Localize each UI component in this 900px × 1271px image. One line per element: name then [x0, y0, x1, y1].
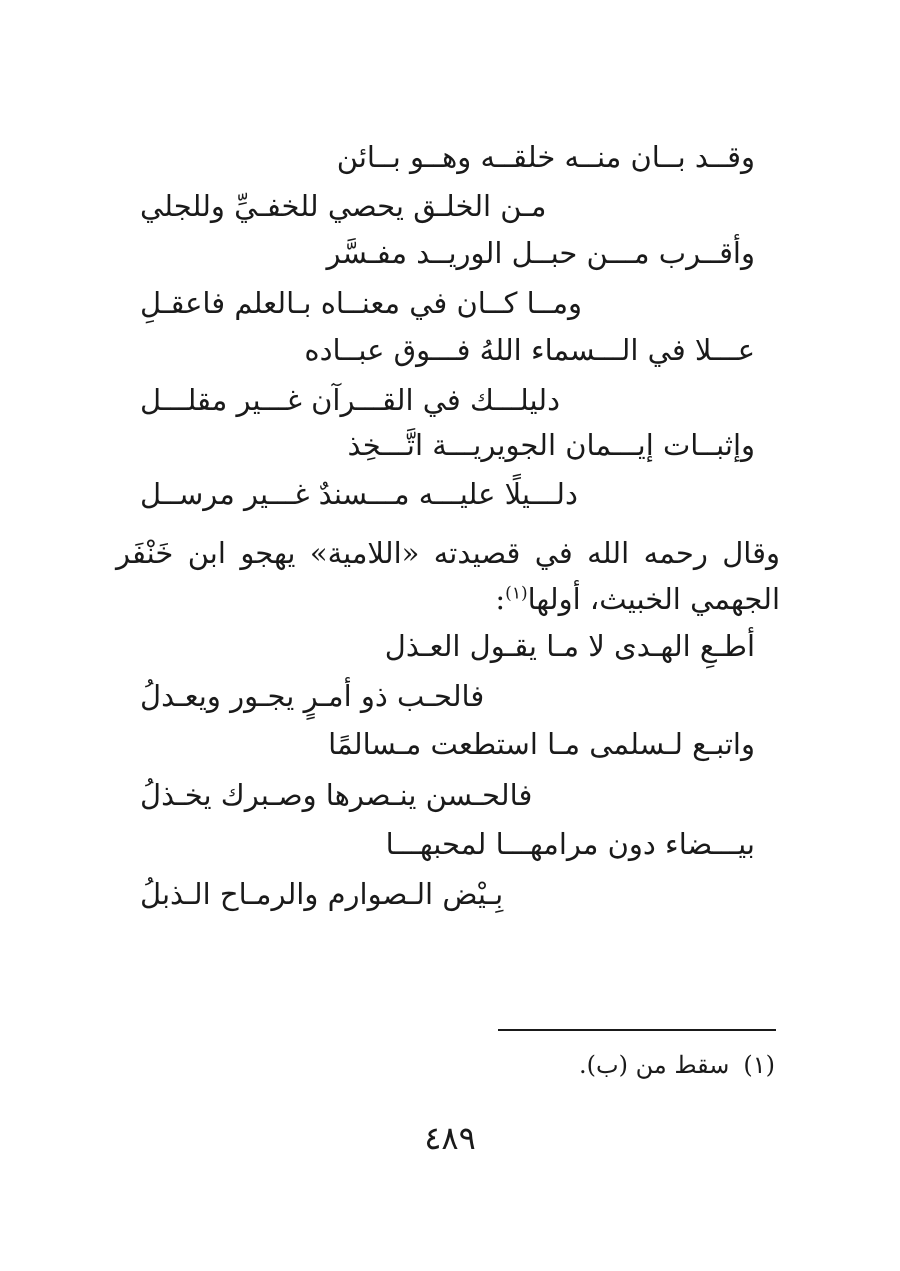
verse-line: بِـيْض الـصوارم والرمـاح الـذبلُ [140, 877, 504, 911]
verse-line: فالحـسن ينـصرها وصـبرك يخـذلُ [140, 778, 533, 812]
verse-line: بيـــضاء دون مرامهـــا لمحبهـــا [385, 827, 755, 861]
prose-tail: : [495, 582, 506, 616]
verse-line: عـــلا في الـــسماء اللهُ فـــوق عبــاده [304, 333, 755, 367]
verse-line: أطـعِ الهـدى لا مـا يقـول العـذل [384, 629, 755, 663]
prose-text: وقال رحمه الله في قصيدته «اللامية» يهجو ابن خَنْفَر الجهمي الخبيث، أولها [116, 536, 780, 616]
verse-line: فالحـب ذو أمـرٍ يجـور ويعـدلُ [140, 679, 485, 713]
verse-line: مـن الخلـق يحصي للخفـيِّ وللجلي [140, 189, 547, 223]
verse-line: وإثبــات إيـــمان الجويريـــة اتَّـــخِذ [347, 428, 755, 462]
verse-line: وقــد بــان منــه خلقــه وهــو بــائن [336, 140, 755, 174]
verse-line: ومــا كــان في معنــاه بـالعلم فاعقـلِ [140, 286, 582, 320]
footnote-number: (١) [743, 1051, 775, 1079]
footnote [579, 1048, 775, 1082]
verse-line: دليلـــك في القـــرآن غـــير مقلـــل [140, 383, 561, 417]
verse-line: دلـــيلًا عليـــه مـــسندٌ غـــير مرســل [140, 477, 578, 511]
verse-line: وأقــرب مـــن حبــل الوريــد مفـسَّر [326, 236, 755, 270]
page-number: ٤٨٩ [424, 1119, 476, 1157]
verse-line: واتبـع لـسلمى مـا استطعت مـسالمًا [328, 727, 755, 761]
prose-paragraph [116, 530, 780, 622]
footnote-reference: (١) [505, 583, 528, 604]
footnote-separator [498, 1029, 776, 1031]
footnote-text: سقط من (ب). [578, 1051, 730, 1079]
